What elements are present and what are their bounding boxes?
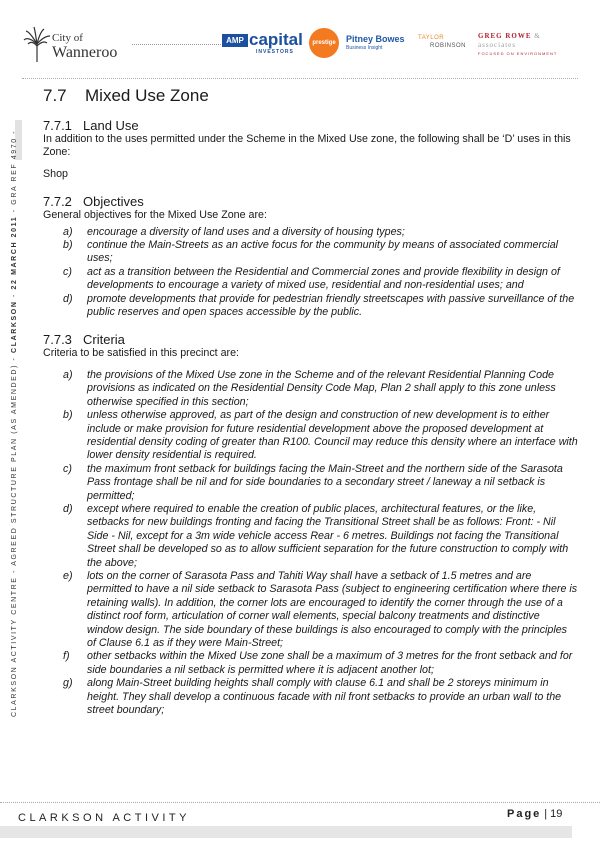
robinson-word: ROBINSON [430,43,467,49]
list-item [63,293,578,320]
amp-capital-word: capital [249,30,303,49]
list-item-text: promote developments that provide for pedestrian friendly streetscapes with passive surveillance of the public reserves and open spaces accessible by the public. [87,292,575,319]
list-item-text: act as a transition between the Residential and Commercial zones and provide flexibility in design of developments to encourage a variety of mixed use, residential and non-residential uses; and [87,265,560,292]
list-item-text: other setbacks within the Mixed Use zone shall be a maximum of 3 metres for the front setback and for side boundaries a nil setback is permitted where it is adjacent another lot; [87,650,573,676]
list-item [63,650,578,677]
criteria-intro: Criteria to be satisfied in this precinct are: [43,347,240,360]
list-item-text: lots on the corner of Sarasota Pass and Tahiti Way shall have a setback of 1.5 metres and are permitted to have a nil side setback to Sarasota Pass (subject to engineering certification where there is retaining walls). In addition, the corner lots are encouraged to identify the corner through the use of a distinct roof form, articulation of corner wall elements, special balcony treatments and distinctive window design. The side boundary of these buildings is also encouraged to comply with the principles of Clause 6.1 as if they were Main-Street; [87,569,578,649]
subsection-heading-land-use [43,118,578,133]
list-item [63,226,578,239]
amp-capital-logo [222,30,302,56]
side-document-reference [8,129,22,717]
greg-rowe-associates: & associates [478,32,541,49]
criteria-list [63,369,578,718]
page-header [0,0,600,80]
pitney-bowes-logo [346,34,414,56]
list-item [63,409,578,463]
subsection-heading-criteria [43,332,578,347]
side-ref-date: 22 MARCH 2011 [11,215,18,290]
pitney-bowes-word: Pitney Bowes [346,34,405,44]
taylor-word: TAYLOR [418,35,445,41]
list-item-text: the provisions of the Mixed Use zone in the Scheme and of the relevant Residential Planning Code provisions as indicated on the Residential Density Code Map, Plan 2 shall apply to this zone unless otherwise specified in this section; [87,368,556,408]
objectives-list [63,226,578,320]
page-label: Page [507,808,542,820]
side-ref-bold: CLARKSON [11,300,18,353]
list-item-text: along Main-Street building heights shall comply with clause 6.1 and shall be 2 storeys minimum in height. They shall develop a continuous facade with nil front setbacks to provide an urban wall to the street boundary; [87,677,562,717]
list-marker: d) [63,292,73,305]
subsection-title: Criteria [83,332,125,348]
list-item-text: encourage a diversity of land uses and a diversity of housing types; [87,225,405,238]
header-dotted-line [132,44,227,45]
list-item [63,570,578,650]
list-marker: f) [63,650,70,663]
side-ref-part: CLARKSON ACTIVITY CENTRE - AGREED STRUCTURE PLAN (AS AMENDED) - [11,352,18,717]
list-marker: d) [63,502,73,515]
subsection-number: 7.7.1 [43,118,72,133]
list-marker: c) [63,462,72,475]
subsection-title: Objectives [83,194,144,210]
pitney-bowes-sub: Business Insight [346,45,383,51]
footer-document-title: CLARKSON ACTIVITY [18,812,190,824]
list-marker: c) [63,265,72,278]
section-number: 7.7 [43,86,67,105]
list-item [63,369,578,409]
list-item-text: the maximum front setback for buildings facing the Main-Street and the northern side of the Sarasota Pass frontage shall be nil and for side boundaries to a secondary street / laneway a nil setback is permitted; [87,462,563,502]
greg-rowe-logo [478,32,578,56]
list-item-text: except where required to enable the creation of public places, architectural features, or the like, setbacks for new buildings fronting and facing the Transitional Street shall be as follows: Front: - Nil Side - Nil, except for a 3m wide vehicle access Rear - 6 metres. Buildings not facing the Transitional Street shall be developed so as to allow sufficient separation for the future construction to comply with the above; [87,502,569,569]
list-item [63,266,578,293]
subsection-heading-objectives [43,194,578,209]
page-content [43,84,578,717]
list-item [63,677,578,717]
list-marker: g) [63,677,73,690]
greg-rowe-tagline: FOCUSED ON ENVIRONMENT [478,51,558,56]
city-of-text: City of [52,32,83,44]
list-marker: a) [63,225,73,238]
list-item-text: continue the Main-Streets as an active focus for the community by means of associated commercial uses; [87,239,559,265]
amp-badge: AMP [222,34,248,47]
greg-rowe-name: GREG ROWE [478,32,532,40]
list-marker: e) [63,569,73,582]
side-ref-part: - [11,289,18,301]
prestige-logo: prestige [309,28,339,58]
section-title: Mixed Use Zone [85,86,209,105]
subsection-number: 7.7.3 [43,332,72,348]
list-item [63,239,578,266]
list-item [63,503,578,570]
page-number: 19 [550,808,563,820]
side-ref-part: - GRA REF 4970 - [11,129,18,216]
land-use-shop: Shop [43,167,68,180]
wanneroo-text: Wanneroo [52,44,118,61]
footer-grey-bar [0,826,572,838]
subsection-number: 7.7.2 [43,194,72,210]
taylor-robinson-logo [418,34,472,56]
land-use-intro: In addition to the uses permitted under the Scheme in the Mixed Use zone, the following shall be ‘D’ uses in this Zone: [43,133,571,159]
amp-investors-word: INVESTORS [256,49,294,55]
list-marker: b) [63,239,73,252]
subsection-title: Land Use [83,118,139,133]
list-marker: a) [63,368,73,381]
list-marker: b) [63,409,73,422]
header-divider [22,78,578,79]
page-separator: | [544,808,548,820]
objectives-intro: General objectives for the Mixed Use Zone are: [43,209,267,222]
section-heading [43,84,578,108]
wanneroo-grass-tree-icon [22,26,52,64]
city-of-wanneroo-logo [22,26,132,68]
page-number-block [507,808,562,820]
footer-divider [0,802,600,803]
list-item [63,463,578,503]
list-item-text: unless otherwise approved, as part of the design and construction of new development is to either include or make provision for future residential development above the proposed development at residential density coding of greater than R100. Council may reduce this density where an interface with lower density residential is required. [87,409,578,462]
